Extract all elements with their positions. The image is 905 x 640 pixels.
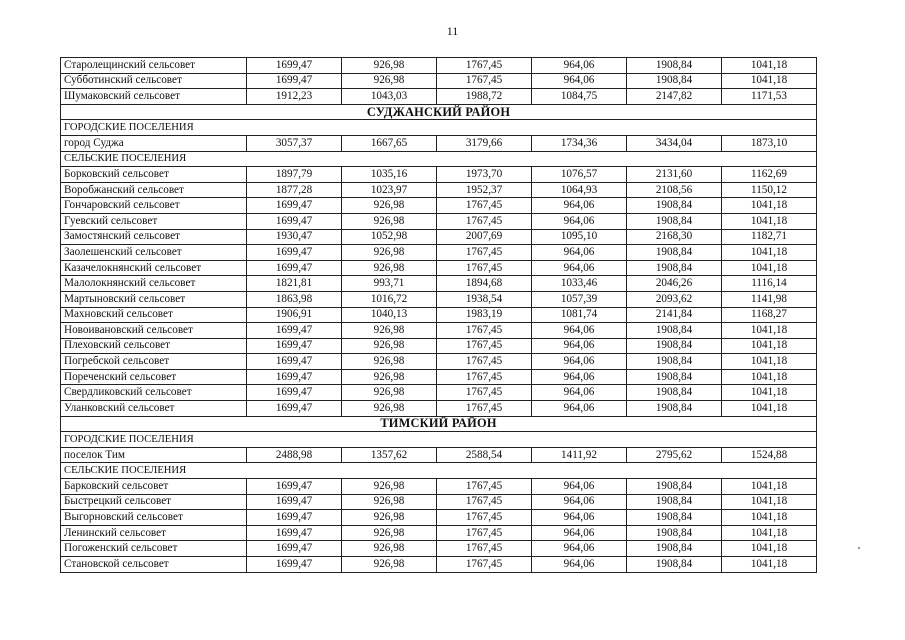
value-cell: 1767,45 [437,541,532,557]
value-cell: 926,98 [342,479,437,495]
settlement-name-cell: Шумаковский сельсовет [61,89,247,105]
value-cell: 1767,45 [437,479,532,495]
value-cell: 1908,84 [627,557,722,573]
value-cell: 1699,47 [247,541,342,557]
value-cell: 1141,98 [722,291,817,307]
value-cell: 1041,18 [722,73,817,89]
district-title: ТИМСКИЙ РАЙОН [61,416,817,432]
table-row [61,447,817,463]
settlement-name-cell: Погребской сельсовет [61,354,247,370]
table-row [61,557,817,573]
settlement-group-title: ГОРОДСКИЕ ПОСЕЛЕНИЯ [61,120,817,136]
value-cell: 1699,47 [247,494,342,510]
value-cell: 964,06 [532,401,627,417]
value-cell: 1908,84 [627,479,722,495]
value-cell: 926,98 [342,338,437,354]
value-cell: 1767,45 [437,323,532,339]
value-cell: 1041,18 [722,354,817,370]
value-cell: 1767,45 [437,369,532,385]
value-cell: 926,98 [342,385,437,401]
settlement-group-title: СЕЛЬСКИЕ ПОСЕЛЕНИЯ [61,151,817,167]
settlement-name-cell: город Суджа [61,135,247,151]
value-cell: 1767,45 [437,557,532,573]
table-row [61,276,817,292]
value-cell: 1041,18 [722,198,817,214]
value-cell: 926,98 [342,58,437,74]
settlement-name-cell: Мартыновский сельсовет [61,291,247,307]
value-cell: 1041,18 [722,401,817,417]
value-cell: 1116,14 [722,276,817,292]
value-cell: 1767,45 [437,354,532,370]
value-cell: 1162,69 [722,167,817,183]
value-cell: 1041,18 [722,245,817,261]
value-cell: 1041,18 [722,541,817,557]
value-cell: 1906,91 [247,307,342,323]
settlement-name-cell: Выгорновский сельсовет [61,510,247,526]
value-cell: 1938,54 [437,291,532,307]
district-header-row [61,104,817,120]
value-cell: 1897,79 [247,167,342,183]
value-cell: 1983,19 [437,307,532,323]
table-row [61,182,817,198]
value-cell: 1908,84 [627,401,722,417]
value-cell: 926,98 [342,73,437,89]
settlement-name-cell: Субботинский сельсовет [61,73,247,89]
value-cell: 2108,56 [627,182,722,198]
value-cell: 1699,47 [247,323,342,339]
value-cell: 1057,39 [532,291,627,307]
value-cell: 1016,72 [342,291,437,307]
value-cell: 1734,36 [532,135,627,151]
value-cell: 1357,62 [342,447,437,463]
table-row [61,525,817,541]
value-cell: 964,06 [532,260,627,276]
value-cell: 926,98 [342,369,437,385]
settlement-name-cell: Замостянский сельсовет [61,229,247,245]
settlement-name-cell: Барковский сельсовет [61,479,247,495]
settlement-group-row [61,151,817,167]
value-cell: 964,06 [532,198,627,214]
value-cell: 1767,45 [437,510,532,526]
value-cell: 1043,03 [342,89,437,105]
settlement-group-title: ГОРОДСКИЕ ПОСЕЛЕНИЯ [61,432,817,448]
value-cell: 1821,81 [247,276,342,292]
value-cell: 1699,47 [247,354,342,370]
value-cell: 1908,84 [627,323,722,339]
value-cell: 1908,84 [627,369,722,385]
table-row [61,338,817,354]
district-title: СУДЖАНСКИЙ РАЙОН [61,104,817,120]
value-cell: 1767,45 [437,73,532,89]
value-cell: 1908,84 [627,73,722,89]
value-cell: 1908,84 [627,354,722,370]
value-cell: 1699,47 [247,338,342,354]
value-cell: 1908,84 [627,510,722,526]
value-cell: 1095,10 [532,229,627,245]
value-cell: 2007,69 [437,229,532,245]
value-cell: 2046,26 [627,276,722,292]
value-cell: 926,98 [342,198,437,214]
value-cell: 1908,84 [627,494,722,510]
value-cell: 926,98 [342,354,437,370]
value-cell: 1041,18 [722,479,817,495]
value-cell: 1767,45 [437,401,532,417]
value-cell: 1041,18 [722,213,817,229]
value-cell: 964,06 [532,557,627,573]
tariff-table [60,57,817,573]
value-cell: 1411,92 [532,447,627,463]
value-cell: 964,06 [532,510,627,526]
table-row [61,541,817,557]
table-row [61,354,817,370]
value-cell: 926,98 [342,260,437,276]
value-cell: 1041,18 [722,323,817,339]
value-cell: 1767,45 [437,58,532,74]
value-cell: 1699,47 [247,557,342,573]
table-row [61,323,817,339]
table-row [61,89,817,105]
table-row [61,260,817,276]
value-cell: 1084,75 [532,89,627,105]
value-cell: 3179,66 [437,135,532,151]
value-cell: 926,98 [342,557,437,573]
value-cell: 1699,47 [247,213,342,229]
value-cell: 1699,47 [247,525,342,541]
value-cell: 1041,18 [722,369,817,385]
value-cell: 1699,47 [247,58,342,74]
value-cell: 1699,47 [247,245,342,261]
value-cell: 964,06 [532,369,627,385]
value-cell: 1767,45 [437,525,532,541]
value-cell: 964,06 [532,213,627,229]
value-cell: 964,06 [532,494,627,510]
settlement-name-cell: Свердликовский сельсовет [61,385,247,401]
value-cell: 964,06 [532,541,627,557]
table-row [61,510,817,526]
value-cell: 964,06 [532,323,627,339]
value-cell: 1908,84 [627,58,722,74]
value-cell: 1767,45 [437,494,532,510]
value-cell: 1035,16 [342,167,437,183]
value-cell: 1699,47 [247,401,342,417]
value-cell: 926,98 [342,525,437,541]
value-cell: 2488,98 [247,447,342,463]
value-cell: 926,98 [342,401,437,417]
value-cell: 1767,45 [437,198,532,214]
table-row [61,494,817,510]
value-cell: 1182,71 [722,229,817,245]
value-cell: 964,06 [532,58,627,74]
table-row [61,479,817,495]
value-cell: 2168,30 [627,229,722,245]
value-cell: 926,98 [342,494,437,510]
settlement-name-cell: Становской сельсовет [61,557,247,573]
value-cell: 2131,60 [627,167,722,183]
value-cell: 1041,18 [722,338,817,354]
value-cell: 1033,46 [532,276,627,292]
value-cell: 1767,45 [437,385,532,401]
value-cell: 1952,37 [437,182,532,198]
settlement-name-cell: Заолешенский сельсовет [61,245,247,261]
value-cell: 964,06 [532,338,627,354]
value-cell: 1023,97 [342,182,437,198]
value-cell: 1699,47 [247,479,342,495]
value-cell: 926,98 [342,213,437,229]
settlement-name-cell: Пореченский сельсовет [61,369,247,385]
value-cell: 1699,47 [247,510,342,526]
value-cell: 1040,13 [342,307,437,323]
settlement-group-row [61,463,817,479]
table-body [61,58,817,573]
settlement-group-row [61,432,817,448]
value-cell: 1877,28 [247,182,342,198]
settlement-name-cell: поселок Тим [61,447,247,463]
table-row [61,401,817,417]
table-row [61,213,817,229]
table-row [61,198,817,214]
value-cell: 2588,54 [437,447,532,463]
table-row [61,385,817,401]
value-cell: 1052,98 [342,229,437,245]
value-cell: 1873,10 [722,135,817,151]
value-cell: 1908,84 [627,260,722,276]
value-cell: 1699,47 [247,73,342,89]
value-cell: 3057,37 [247,135,342,151]
settlement-name-cell: Гончаровский сельсовет [61,198,247,214]
value-cell: 1908,84 [627,525,722,541]
table-row [61,229,817,245]
value-cell: 1930,47 [247,229,342,245]
value-cell: 1041,18 [722,58,817,74]
value-cell: 1171,53 [722,89,817,105]
settlement-name-cell: Малолокнянский сельсовет [61,276,247,292]
value-cell: 3434,04 [627,135,722,151]
value-cell: 1041,18 [722,385,817,401]
value-cell: 1041,18 [722,260,817,276]
table-row [61,135,817,151]
table-row [61,167,817,183]
value-cell: 926,98 [342,245,437,261]
value-cell: 1767,45 [437,338,532,354]
value-cell: 1908,84 [627,385,722,401]
table-row [61,291,817,307]
value-cell: 964,06 [532,245,627,261]
settlement-name-cell: Плеховский сельсовет [61,338,247,354]
value-cell: 1908,84 [627,338,722,354]
value-cell: 926,98 [342,510,437,526]
value-cell: 1699,47 [247,260,342,276]
value-cell: 964,06 [532,354,627,370]
value-cell: 926,98 [342,541,437,557]
value-cell: 1041,18 [722,525,817,541]
table-row [61,73,817,89]
value-cell: 1908,84 [627,541,722,557]
table-row [61,369,817,385]
settlement-group-row [61,120,817,136]
value-cell: 1081,74 [532,307,627,323]
value-cell: 1767,45 [437,245,532,261]
scan-speck [858,547,860,549]
value-cell: 1767,45 [437,260,532,276]
value-cell: 2147,82 [627,89,722,105]
value-cell: 1524,88 [722,447,817,463]
value-cell: 1041,18 [722,557,817,573]
value-cell: 964,06 [532,73,627,89]
settlement-name-cell: Новоивановский сельсовет [61,323,247,339]
value-cell: 1699,47 [247,369,342,385]
value-cell: 1908,84 [627,213,722,229]
value-cell: 1064,93 [532,182,627,198]
settlement-name-cell: Гуевский сельсовет [61,213,247,229]
table-row [61,58,817,74]
settlement-name-cell: Воробжанский сельсовет [61,182,247,198]
table-row [61,245,817,261]
value-cell: 1863,98 [247,291,342,307]
district-header-row [61,416,817,432]
settlement-name-cell: Ленинский сельсовет [61,525,247,541]
value-cell: 964,06 [532,525,627,541]
value-cell: 1767,45 [437,213,532,229]
settlement-name-cell: Борковский сельсовет [61,167,247,183]
value-cell: 1912,23 [247,89,342,105]
value-cell: 1973,70 [437,167,532,183]
settlement-name-cell: Старолещинский сельсовет [61,58,247,74]
value-cell: 993,71 [342,276,437,292]
value-cell: 2093,62 [627,291,722,307]
value-cell: 1699,47 [247,198,342,214]
page-number: 11 [446,24,459,38]
value-cell: 964,06 [532,479,627,495]
value-cell: 1150,12 [722,182,817,198]
value-cell: 926,98 [342,323,437,339]
value-cell: 1041,18 [722,494,817,510]
value-cell: 1988,72 [437,89,532,105]
value-cell: 2795,62 [627,447,722,463]
value-cell: 1699,47 [247,385,342,401]
table-row [61,307,817,323]
value-cell: 964,06 [532,385,627,401]
value-cell: 1667,65 [342,135,437,151]
value-cell: 1076,57 [532,167,627,183]
value-cell: 1168,27 [722,307,817,323]
settlement-name-cell: Махновский сельсовет [61,307,247,323]
value-cell: 1894,68 [437,276,532,292]
value-cell: 1908,84 [627,245,722,261]
value-cell: 2141,84 [627,307,722,323]
settlement-name-cell: Погоженский сельсовет [61,541,247,557]
settlement-name-cell: Казачелокнянский сельсовет [61,260,247,276]
value-cell: 1041,18 [722,510,817,526]
settlement-name-cell: Быстрецкий сельсовет [61,494,247,510]
settlement-group-title: СЕЛЬСКИЕ ПОСЕЛЕНИЯ [61,463,817,479]
settlement-name-cell: Уланковский сельсовет [61,401,247,417]
value-cell: 1908,84 [627,198,722,214]
